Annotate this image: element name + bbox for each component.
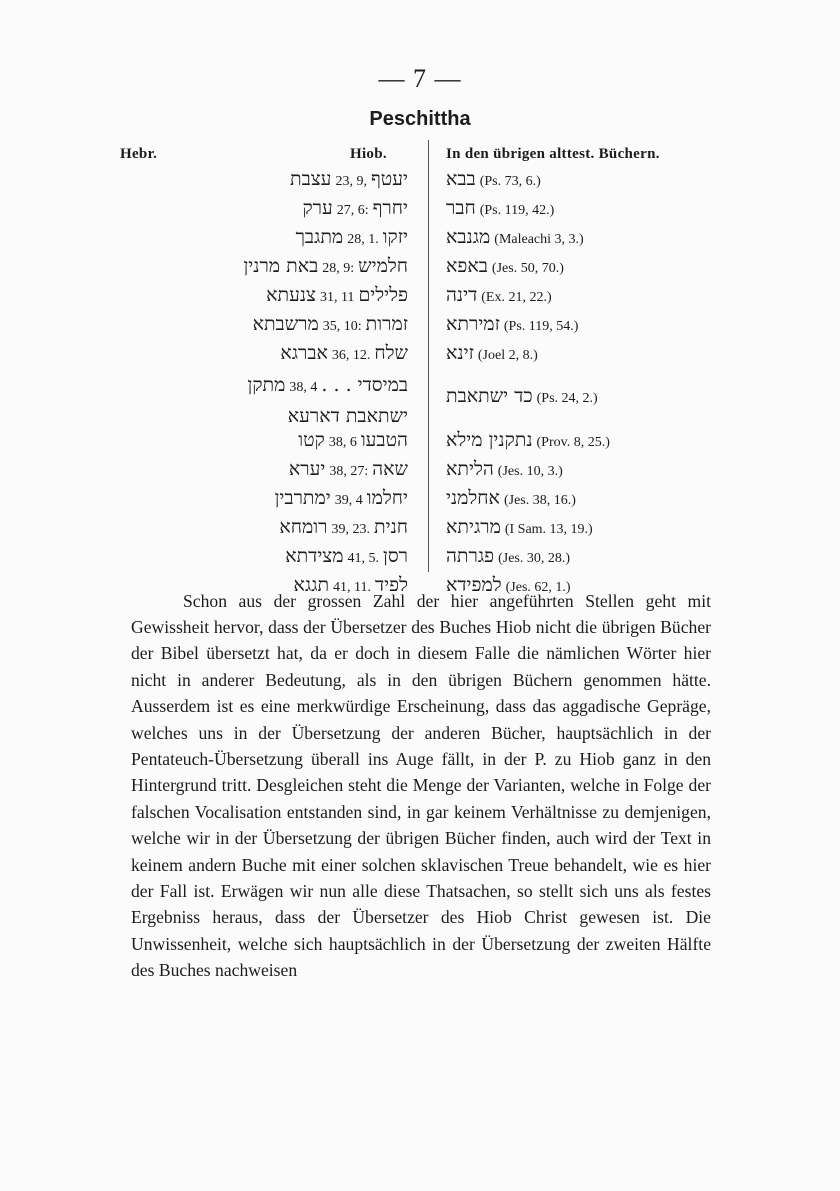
other-books-cell: זינא (Joel 2, 8.) [446,342,538,364]
hiob-cell: מתקן 38, 4 במיסדי . . . ישתאבת דארעא [247,374,408,427]
hiob-cell: ערק 27, 6: יחרף [302,197,408,219]
other-books-cell: אחלמני (Jes. 38, 16.) [446,487,576,509]
table-row [0,311,840,340]
table-row [0,224,840,253]
hiob-cell: מרשבתא 35, 10: זמרות [252,313,408,335]
hiob-cell: עצבת 23, 9, יעטף [289,168,408,190]
table-row [0,369,840,427]
hiob-cell: אברגא 36, 12. שלח [280,342,408,364]
table-row [0,456,840,485]
other-books-cell: כד ישתאבת (Ps. 24, 2.) [446,385,598,407]
section-title: Peschittha [369,108,471,130]
other-books-cell: מרגיתא (I Sam. 13, 19.) [446,516,593,538]
hiob-cell: מצידתא 41, 5. רסן [285,545,408,567]
table-row [0,514,840,543]
hiob-cell: ימתרבין 39, 4 יחלמו [274,487,408,509]
other-books-cell: נתקנין מילא (Prov. 8, 25.) [446,429,610,451]
table-row [0,427,840,456]
other-books-cell: באפא (Jes. 50, 70.) [446,255,564,277]
table-row [0,282,840,311]
table-row [0,543,840,572]
column-header-hiob: Hiob. [350,146,387,162]
hiob-cell: מתגבך 28, 1. יזקו [295,226,408,248]
hiob-cell: צנעתא 31, 11 פלילים [266,284,408,306]
other-books-cell: בבא (Ps. 73, 6.) [446,168,541,190]
other-books-cell: דינה (Ex. 21, 22.) [446,284,552,306]
table-row [0,340,840,369]
other-books-cell: זמירתא (Ps. 119, 54.) [446,313,579,335]
table-row [0,485,840,514]
table-row [0,195,840,224]
other-books-cell: חבר (Ps. 119, 42.) [446,197,555,219]
hiob-cell: באת מרנין 28, 9: חלמיש [243,255,408,277]
page-number: — 7 — [378,64,462,93]
other-books-cell: פגרתה (Jes. 30, 28.) [446,545,571,567]
body-paragraph: Schon aus der grossen Zahl der hier angeführten Stellen geht mit Gewissheit hervor, dass der Übersetzer des Buches Hiob nicht die übrigen Bücher der Bibel übersetzt hat, da er doch in diesem Falle die nämlichen Wörter hier nicht in anderer Bedeutung, als in den übrigen Büchern genommen hätte. Ausserdem ist es eine merkwürdige Erscheinung, dass das aggadische Gepräge, welches uns in der Übersetzung der anderen Bücher, hauptsächlich in der Pentateuch-Übersetzung überall ins Auge fällt, in der P. zu Hiob ganz in den Hintergrund tritt. Desgleichen steht die Menge der Varianten, welche in Folge der falschen Vocalisation entstanden sind, in gar keinem Verhältnisse zu demjenigen, welche wir in der Übersetzung der übrigen Bücher finden, auch wird der Text in keinem andern Buche mit einer solchen sklavischen Treue behandelt, wie es hier der Fall ist. Erwägen wir nun alle diese Thatsachen, so stellt sich uns als festes Ergebniss heraus, dass der Übersetzer des Hiob Christ gewesen ist. Die Unwissenheit, welche sich hauptsächlich in der Übersetzung der zweiten Hälfte des Buches nachweisen [131,590,711,981]
table-row [0,253,840,282]
table-row [0,166,840,195]
other-books-cell: הליתא (Jes. 10, 3.) [446,458,563,480]
hiob-cell: רומחא 39, 23. חנית [279,516,408,538]
other-books-cell: למפידא (Jes. 62, 1.) [446,574,571,596]
hiob-cell: קטו 38, 6 הטבעו [298,429,408,451]
column-header-other-books: In den übrigen alttest. Büchern. [446,146,660,162]
hiob-cell: יערא 38, 27: שאה [288,458,408,480]
hiob-cell: תגגא 41, 11. לפיד [293,574,408,596]
other-books-cell: מגנבא (Maleachi 3, 3.) [446,226,584,248]
column-header-hebr: Hebr. [120,146,158,162]
comparison-table [0,166,840,601]
